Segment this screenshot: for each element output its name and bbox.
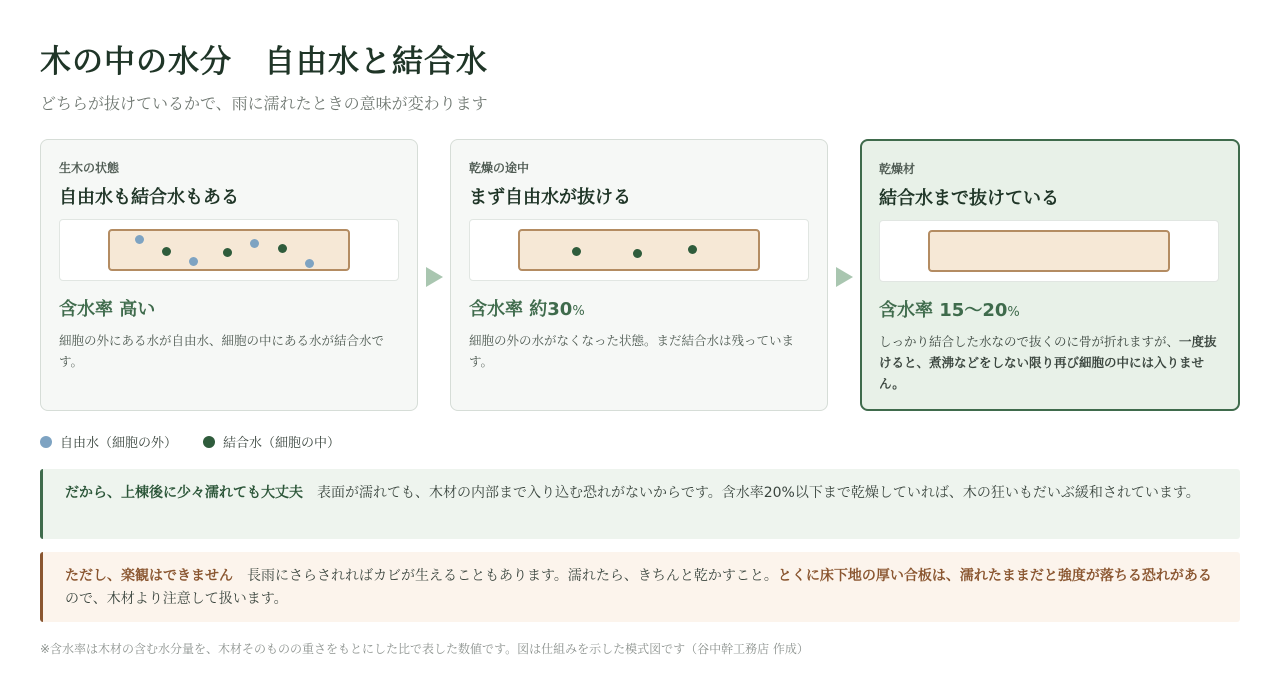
footnote: ※含水率は木材の含む水分量を、木材そのものの重さをもとにした比で表した数値です。図は仕組みを示した模式図です（谷中幹工務店 作成）: [40, 642, 809, 656]
stage-description: しっかり結合した水なので抜くのに骨が折れますが、一度抜けると、煮沸などをしない限り再び細胞の中には入りません。: [879, 334, 1217, 391]
stage-card-green-wood: [40, 139, 418, 411]
note-lead: ただし、楽観はできません: [65, 568, 233, 584]
stage-heading: 結合水まで抜けている: [879, 188, 1059, 209]
arrow-right-icon: [836, 267, 853, 287]
bound-water-dot: [688, 245, 697, 254]
legend-label: 自由水（細胞の外）: [60, 436, 178, 451]
stage-heading: 自由水も結合水もある: [59, 187, 239, 208]
note-lead: だから、上棟後に少々濡れても大丈夫: [65, 485, 303, 501]
note-reassurance: [40, 469, 1240, 539]
free-water-dot: [135, 235, 144, 244]
moisture-content: 含水率 高い: [59, 299, 156, 320]
note-text: 表面が濡れても、木材の内部まで入り込む恐れがないからです。含水率20%以下まで乾燥していれば、木の狂いもだいぶ緩和されています。: [317, 485, 1200, 501]
stage-card-dried: [860, 139, 1240, 411]
page-subtitle: どちらが抜けているかで、雨に濡れたときの意味が変わります: [40, 94, 488, 113]
note-text: 長雨にさらされればカビが生えることもあります。濡れたら、きちんと乾かすこと。: [247, 568, 778, 584]
cell-wall: [928, 230, 1170, 272]
bound-water-dot: [278, 244, 287, 253]
legend-free-water: [40, 432, 177, 451]
legend-label: 結合水（細胞の中）: [223, 436, 341, 451]
note-emphasis: とくに床下地の厚い合板は、濡れたままだと強度が落ちる恐れがある: [777, 568, 1212, 584]
page-title: 木の中の水分 自由水と結合水: [40, 44, 488, 80]
legend-bound-water: [203, 432, 340, 451]
stage-label: 生木の状態: [59, 161, 120, 175]
cell-diagram: [469, 219, 809, 281]
stage-card-drying: [450, 139, 828, 411]
bound-water-dot: [223, 248, 232, 257]
bound-water-dot: [572, 247, 581, 256]
moisture-content: 含水率 約30%: [469, 299, 585, 320]
cell-wall: [518, 229, 760, 271]
free-water-dot: [250, 239, 259, 248]
cell-wall: [108, 229, 350, 271]
note-text-tail: ので、木材より注意して扱います。: [65, 591, 288, 607]
bound-water-swatch: [203, 436, 215, 448]
note-caution: [40, 552, 1240, 622]
cell-diagram: [59, 219, 399, 281]
free-water-swatch: [40, 436, 52, 448]
arrow-right-icon: [426, 267, 443, 287]
stage-description: 細胞の外の水がなくなった状態。まだ結合水は残っています。: [469, 333, 795, 369]
free-water-dot: [305, 259, 314, 268]
free-water-dot: [189, 257, 198, 266]
stage-description: 細胞の外にある水が自由水、細胞の中にある水が結合水です。: [59, 333, 385, 369]
stage-label: 乾燥の途中: [469, 161, 530, 175]
cell-diagram: [879, 220, 1219, 282]
moisture-content: 含水率 15〜20%: [879, 300, 1020, 321]
bound-water-dot: [633, 249, 642, 258]
stage-label: 乾燥材: [879, 162, 916, 176]
bound-water-dot: [162, 247, 171, 256]
stage-heading: まず自由水が抜ける: [469, 187, 631, 208]
